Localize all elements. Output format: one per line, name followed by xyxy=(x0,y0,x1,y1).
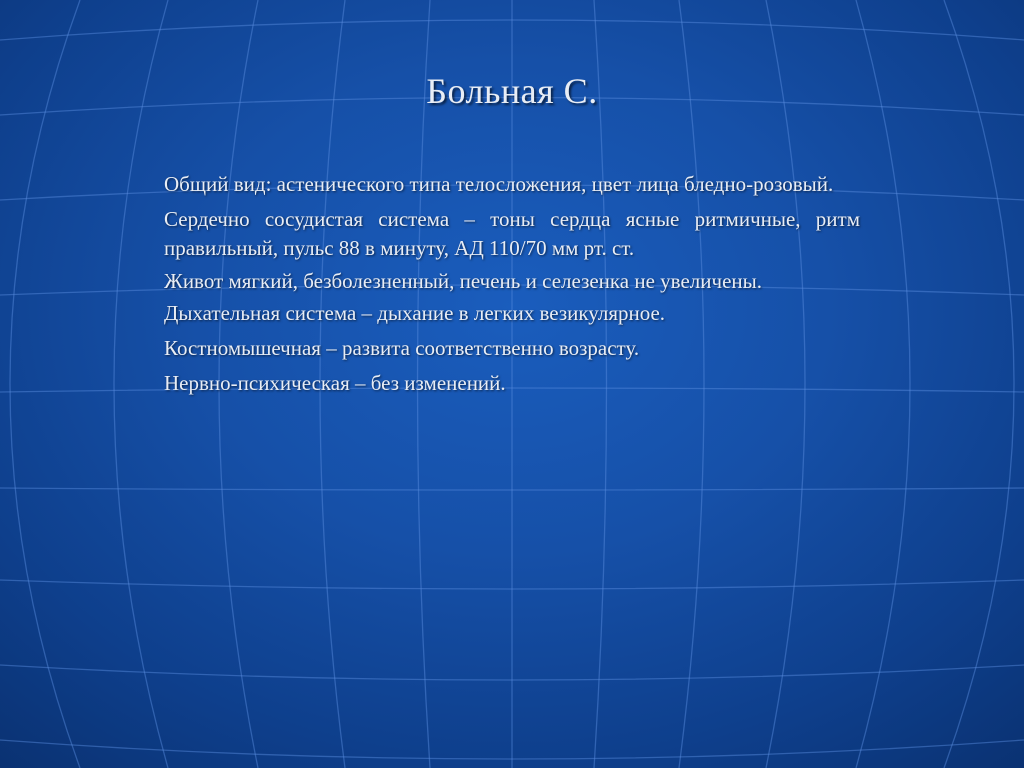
paragraph-abdomen: Живот мягкий, безболезненный, печень и селезенка не увеличены. xyxy=(164,268,762,293)
paragraph-neuropsychiatric: Нервно-психическая – без изменений. xyxy=(164,370,506,395)
slide-content xyxy=(164,170,860,404)
paragraph-cardiovascular: Сердечно сосудистая система – тоны сердца ясные ритмичные, ритм правильный, пульс 88 в минуту, АД 110/70 мм рт. ст. xyxy=(164,206,860,260)
paragraph-general-appearance: Общий вид: астенического типа телосложения, цвет лица бледно-розовый. xyxy=(164,172,834,196)
paragraph-respiratory: Дыхательная система – дыхание в легких везикулярное. xyxy=(164,301,666,326)
paragraph-musculoskeletal: Костномышечная – развита соответственно возрасту. xyxy=(164,336,640,361)
slide-title: Больная С. xyxy=(426,71,598,111)
